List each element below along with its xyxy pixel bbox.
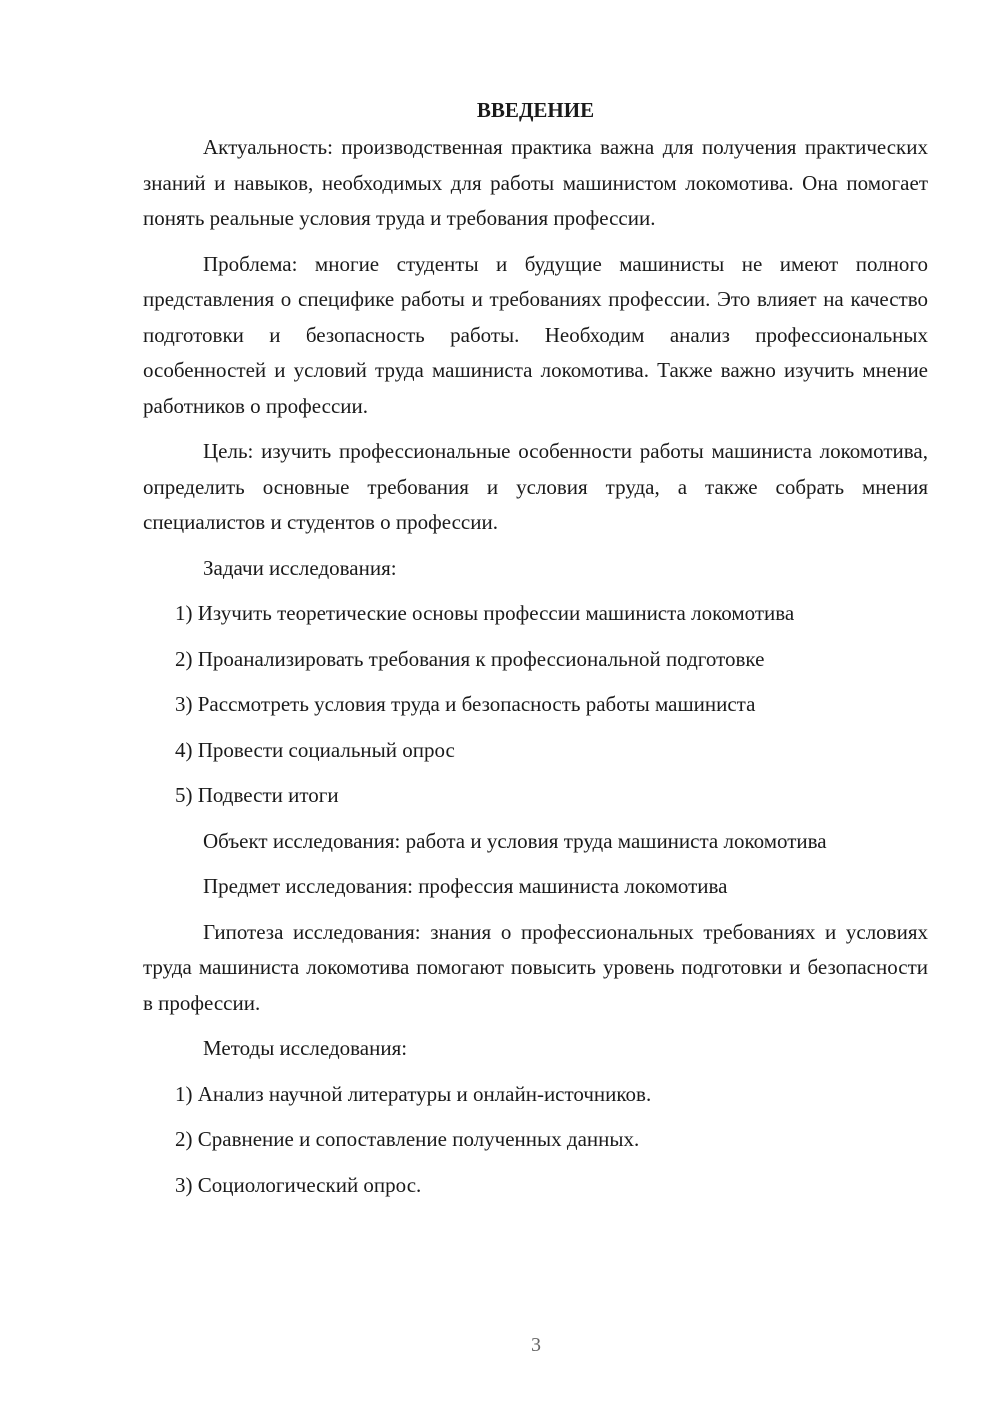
list-item: 2) Сравнение и сопоставление полученных данных. [175,1127,640,1151]
list-item: 3) Рассмотреть условия труда и безопасность работы машиниста [175,692,756,716]
list-item: 5) Подвести итоги [175,783,339,807]
object-paragraph: Объект исследования: работа и условия труда машиниста локомотива [203,828,827,853]
page-title: ВВЕДЕНИЕ [476,98,595,122]
methods-list [143,1077,928,1204]
tasks-heading: Задачи исследования: [203,555,397,580]
list-item: 2) Проанализировать требования к профессиональной подготовке [175,646,765,671]
problem-paragraph: Проблема: многие студенты и будущие машинисты не имеют полного представления о специфике работы и требованиях профессии. Это влияет на качество подготовки и безопасность работы. Необходим анализ профессиональных особенностей и условий труда машиниста локомотива. Также важно изучить мнение работников о профессии. [143,251,928,418]
goal-paragraph: Цель: изучить профессиональные особенности работы машиниста локомотива, определить основные требования и условия труда, а также собрать мнения специалистов и студентов о профессии. [143,439,928,534]
list-item: 3) Социологический опрос. [175,1172,422,1197]
page-number: 3 [531,1334,541,1356]
methods-heading: Методы исследования: [203,1036,408,1060]
actuality-paragraph: Актуальность: производственная практика важна для получения практических знаний и навыков, необходимых для работы машинистом локомотива. Она помогает понять реальные условия труда и требования профессии. [143,135,928,230]
list-item: 1) Анализ научной литературы и онлайн-источников. [175,1081,652,1106]
list-item: 4) Провести социальный опрос [175,737,455,762]
tasks-list [143,596,928,814]
hypothesis-paragraph: Гипотеза исследования: знания о профессиональных требованиях и условиях труда машиниста локомотива помогают повысить уровень подготовки и безопасности в профессии. [143,919,928,1015]
subject-paragraph: Предмет исследования: профессия машиниста локомотива [203,874,728,898]
list-item: 1) Изучить теоретические основы профессии машиниста локомотива [175,601,795,625]
page-content [143,94,928,1203]
